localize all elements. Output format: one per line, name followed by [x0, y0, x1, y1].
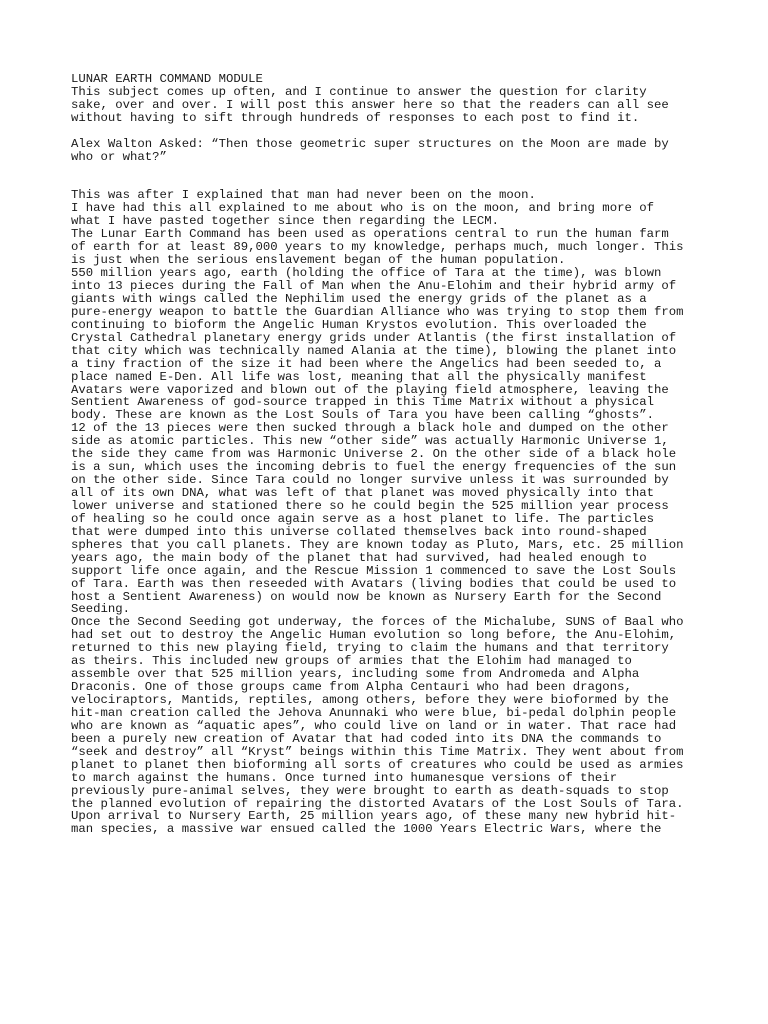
text-line: without having to sift through hundreds of responses to each post to find it.	[71, 110, 640, 125]
text-line: planet to planet then bioforming all sorts of creatures who could be used as armies	[71, 757, 684, 772]
body-text	[71, 189, 731, 836]
text-line: This subject comes up often, and I continue to answer the question for clarity	[71, 84, 647, 99]
text-line: to march against the humans. Once turned into humanesque versions of their	[71, 770, 618, 785]
text-line: as theirs. This included new groups of armies that the Elohim had managed to	[71, 654, 632, 669]
text-line: body. These are known as the Lost Souls of Tara you have been calling “ghosts”.	[71, 408, 654, 423]
text-line: velociraptors, Mantids, reptiles, among others, before they were bioformed by the	[71, 693, 669, 708]
paragraph-gap	[71, 125, 731, 138]
document-title: LUNAR EARTH COMMAND MODULE	[71, 72, 263, 86]
text-line: Once the Second Seeding got underway, the forces of the Michalube, SUNS of Baal who	[71, 615, 684, 630]
text-line: on the other side. Since Tara could no longer survive unless it was surrounded by	[71, 473, 669, 488]
text-line: Crystal Cathedral planetary energy grids under Atlantis (the first installation of	[71, 330, 677, 345]
text-line: Avatars were vaporized and blown out of the playing field atmosphere, leaving the	[71, 382, 669, 397]
text-line: sake, over and over. I will post this answer here so that the readers can all see	[71, 97, 669, 112]
text-line: giants with wings called the Nephilim used the energy grids of the planet as a	[71, 291, 647, 306]
text-line: of healing so he could once again serve as a host planet to life. The particles	[71, 511, 654, 526]
text-line: 550 million years ago, earth (holding the office of Tara at the time), was blown	[71, 266, 662, 281]
text-line: is a sun, which uses the incoming debris to fuel the energy frequencies of the sun	[71, 460, 677, 475]
text-line: is just when the serious enslavement began of the human population.	[71, 253, 566, 268]
text-line: place named E-Den. All life was lost, meaning that all the physically manifest	[71, 369, 647, 384]
text-line: a tiny fraction of the size it had been where the Angelics had been seeded to, a	[71, 356, 662, 371]
text-line: of Tara. Earth was then reseeded with Avatars (living bodies that could be used to	[71, 576, 677, 591]
text-line: lower universe and stationed there so he could begin the 525 million year process	[71, 498, 669, 513]
text-line: previously pure-animal selves, they were brought to earth as death-squads to stop	[71, 783, 669, 798]
text-line: This was after I explained that man had never been on the moon.	[71, 188, 536, 203]
text-line: who are known as “aquatic apes”, who could live on land or in water. That race had	[71, 718, 677, 733]
text-line: the planned evolution of repairing the distorted Avatars of the Lost Souls of Tara.	[71, 796, 684, 811]
text-line: Alex Walton Asked: “Then those geometric super structures on the Moon are made by	[71, 136, 669, 151]
text-line: that were dumped into this universe collated themselves back into round-shaped	[71, 524, 647, 539]
text-line: who or what?”	[71, 149, 167, 164]
text-line: the side they came from was Harmonic Universe 2. On the other side of a black hole	[71, 447, 677, 462]
text-line: into 13 pieces during the Fall of Man when the Anu-Elohim and their hybrid army of	[71, 279, 677, 294]
paragraph-gap	[71, 164, 731, 190]
text-line: 12 of the 13 pieces were then sucked through a black hole and dumped on the other	[71, 421, 669, 436]
text-line: Sentient Awareness of god-source trapped in this Time Matrix without a physical	[71, 395, 654, 410]
text-line: hit-man creation called the Jehova Anunnaki who were blue, bi-pedal dolphin people	[71, 705, 677, 720]
text-line: side as atomic particles. This new “other side” was actually Harmonic Universe 1,	[71, 434, 669, 449]
text-line: of earth for at least 89,000 years to my knowledge, perhaps much, much longer. This	[71, 240, 684, 255]
text-line: pure-energy weapon to battle the Guardian Alliance who was trying to stop them from	[71, 304, 684, 319]
text-line: Upon arrival to Nursery Earth, 25 million years ago, of these many new hybrid hit-	[71, 809, 677, 824]
text-line: all of its own DNA, what was left of that planet was moved physically into that	[71, 486, 654, 501]
text-line: The Lunar Earth Command has been used as operations central to run the human farm	[71, 227, 669, 242]
text-line: Draconis. One of those groups came from Alpha Centauri who had been dragons,	[71, 680, 632, 695]
question-paragraph	[71, 138, 731, 164]
text-line: had set out to destroy the Angelic Human evolution so long before, the Anu-Elohim,	[71, 628, 677, 643]
text-line: “seek and destroy” all “Kryst” beings within this Time Matrix. They went about from	[71, 744, 684, 759]
intro-paragraph	[71, 86, 731, 125]
text-line: spheres that you call planets. They are known today as Pluto, Mars, etc. 25 million	[71, 537, 684, 552]
text-line: assemble over that 525 million years, including some from Andromeda and Alpha	[71, 667, 640, 682]
text-line: host a Sentient Awareness) on would now be known as Nursery Earth for the Second	[71, 589, 662, 604]
text-line: continuing to bioform the Angelic Human Krystos evolution. This overloaded the	[71, 317, 647, 332]
text-line: been a purely new creation of Avatar that had coded into its DNA the commands to	[71, 731, 662, 746]
text-line: support life once again, and the Rescue Mission 1 commenced to save the Lost Souls	[71, 563, 677, 578]
text-line: Seeding.	[71, 602, 131, 617]
document-page	[71, 73, 731, 836]
text-line: returned to this new playing field, trying to claim the humans and that territory	[71, 641, 669, 656]
text-line: man species, a massive war ensued called the 1000 Years Electric Wars, where the	[71, 822, 662, 837]
text-line: that city which was technically named Alania at the time), blowing the planet into	[71, 343, 677, 358]
text-line: years ago, the main body of the planet that had survived, had healed enough to	[71, 550, 647, 565]
text-line: what I have pasted together since then regarding the LECM.	[71, 214, 500, 229]
text-line: I have had this all explained to me about who is on the moon, and bring more of	[71, 201, 654, 216]
